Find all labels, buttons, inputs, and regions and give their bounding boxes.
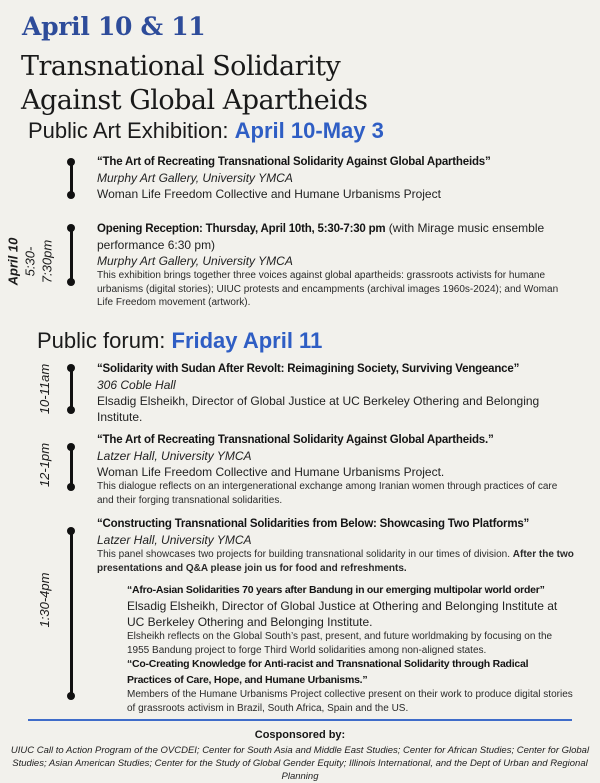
- subsession-title: “Co-Creating Knowledge for Anti-racist and Transnational Solidarity through Radical Practices of Care, Hope, and Humane Urbanisms.”: [127, 658, 529, 686]
- footer-divider: [28, 719, 572, 721]
- forum-heading-label: Public forum:: [37, 328, 172, 353]
- session-presenters: Elsadig Elsheikh, Director of Global Justice at UC Berkeley Othering and Belonging Institute.: [97, 394, 540, 424]
- session-description-bold: After the two presentations and Q&A please join us for food and refreshments.: [97, 549, 574, 574]
- event-title: [97, 220, 576, 253]
- forum-heading: [37, 328, 322, 354]
- subsession-title: “Afro-Asian Solidarities 70 years after Bandung in our emerging multipolar world order”: [127, 584, 545, 596]
- forum-session: [97, 361, 576, 425]
- sidebar-date-label: April 10: [5, 237, 21, 286]
- sponsors-list: UIUC Call to Action Program of the OVCDEI; Center for South Asia and Middle East Studies; Center for African Studies; Center for Global Studies; Asian American Studies; Center for the Study of Global Gender Equity; Illinois International, and the Dept of Urban and Regional Planning: [10, 745, 590, 782]
- session-venue: Latzer Hall, University YMCA: [97, 533, 252, 547]
- event-title-rest: (with Mirage music ensemble performance 6:30 pm): [97, 221, 545, 252]
- event-venue: Murphy Art Gallery, University YMCA: [97, 254, 293, 268]
- sidebar-time-label: 5:30-7:30pm: [22, 239, 55, 284]
- event-presenters: Woman Life Freedom Collective and Humane Urbanisms Project: [97, 187, 441, 201]
- session-description: [97, 548, 576, 575]
- main-title-line-1: Transnational Solidarity: [21, 51, 341, 82]
- exhibition-event: [97, 154, 576, 202]
- event-title-bold: Opening Reception: Thursday, April 10th, 5:30-7:30 pm: [97, 223, 386, 235]
- main-title-line-2: Against Global Apartheids: [21, 85, 368, 116]
- cosponsored-by-label: Cosponsored by:: [254, 729, 346, 741]
- subsession-presenters: Elsadig Elsheikh, Director of Global Justice at Othering and Belonging Institute at UC Berkeley Othering and Belonging Institute.: [127, 599, 558, 629]
- subsession-description: Elsheikh reflects on the Global South’s past, present, and future worldmaking by focusing on the 1955 Bandung project to forge Third World solidarities among non-aligned states.: [127, 631, 553, 656]
- poster-main-title: [21, 50, 368, 118]
- forum-heading-date: Friday April 11: [171, 328, 323, 353]
- session-presenters: Woman Life Freedom Collective and Humane Urbanisms Project.: [97, 465, 445, 479]
- session-title: “Constructing Transnational Solidarities from Below: Showcasing Two Platforms”: [97, 518, 530, 530]
- timeline-segment: [70, 531, 73, 696]
- session-description-text: This panel showcases two projects for building transnational solidarity in our times of division.: [97, 549, 513, 560]
- session-time-label: 12-1pm: [37, 442, 52, 488]
- event-venue: Murphy Art Gallery, University YMCA: [97, 171, 293, 185]
- session-time-label: 10-11am: [37, 363, 52, 415]
- session-venue: 306 Coble Hall: [97, 378, 176, 392]
- sidebar-date-time-label: [5, 231, 56, 293]
- exhibition-heading-date: April 10-May 3: [234, 118, 384, 143]
- session-description: This dialogue reflects on an intergenerational exchange among Iranian women through practices of care and their forging transnational solidarities.: [97, 481, 558, 506]
- session-time-label: 1:30-4pm: [37, 572, 52, 628]
- session-venue: Latzer Hall, University YMCA: [97, 449, 252, 463]
- subsession-description: Members of the Humane Urbanisms Project collective present on their work to produce digital stories of grassroots activism in Brazil, South Africa, Spain and the US.: [127, 689, 573, 714]
- timeline-segment: [70, 368, 73, 410]
- timeline-segment: [70, 447, 73, 487]
- forum-subsession: [127, 582, 575, 657]
- session-title: “Solidarity with Sudan After Revolt: Reimagining Society, Surviving Vengeance”: [97, 363, 520, 375]
- session-title: “The Art of Recreating Transnational Solidarity Against Global Apartheids.”: [97, 434, 494, 446]
- forum-session: [97, 432, 576, 507]
- event-title: “The Art of Recreating Transnational Solidarity Against Global Apartheids”: [97, 156, 491, 168]
- exhibition-heading-label: Public Art Exhibition:: [28, 118, 235, 143]
- exhibition-heading: [28, 118, 384, 144]
- event-description: This exhibition brings together three voices against global apartheids: grassroots activists for humane urbanisms (digital stories); UIUC protests and encampments (archival images 1960s-2024); and Woman Life Freedom movement (artwork).: [97, 270, 559, 308]
- forum-session: [97, 516, 576, 575]
- poster-date-title: April 10 & 11: [22, 12, 206, 41]
- timeline-segment: [70, 162, 73, 195]
- timeline-segment: [70, 228, 73, 282]
- forum-subsession: [127, 656, 575, 715]
- exhibition-event: [97, 220, 576, 310]
